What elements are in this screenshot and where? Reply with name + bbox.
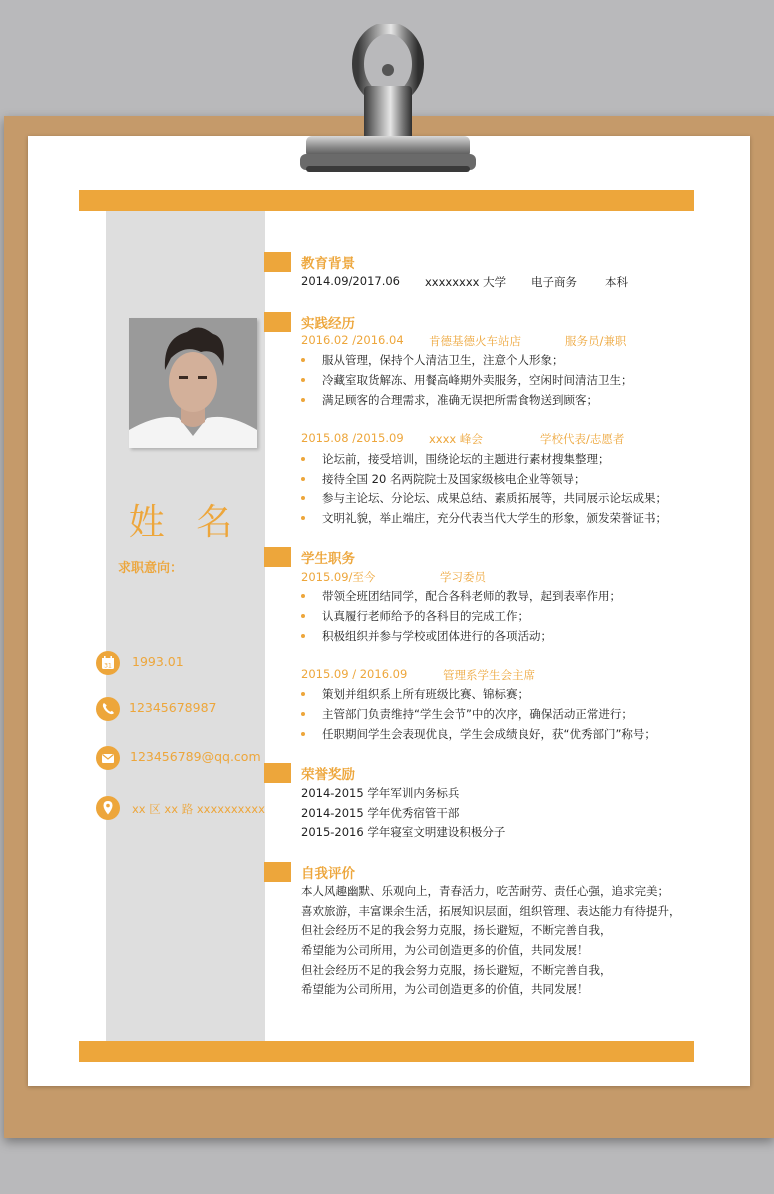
self-eval-line: 希望能为公司所用，为公司创造更多的价值，共同发展！ [301,982,589,996]
education-school: xxxxxxxx 大学 [425,275,507,289]
profile-photo [129,318,257,448]
duties-marker [264,547,291,567]
education-degree: 本科 [605,275,628,289]
top-accent-bar [79,190,694,211]
job-org: xxxx 峰会 [429,432,483,446]
phone-icon [96,697,120,721]
self-eval-line: 喜欢旅游，丰富课余生活，拓展知识层面，组织管理、表达能力有待提升， [301,904,681,918]
self-eval-line: 但社会经历不足的我会努力克服，扬长避短，不断完善自我， [301,963,612,977]
duties-title: 学生职务 [301,551,355,567]
duty-period: 2015.09 / 2016.09 [301,667,408,681]
binder-clip-icon [296,24,480,184]
duty-period: 2015.09/至今 [301,570,376,584]
self-eval-title: 自我评价 [301,866,355,882]
job-org: 肯德基德火车站店 [429,334,521,348]
self-eval-line: 本人风趣幽默、乐观向上，青春活力，吃苦耐劳、责任心强，追求完美； [301,884,669,898]
honor-item: 2015-2016 学年寝室文明建设积极分子 [301,825,506,839]
job-role: 服务员/兼职 [565,334,627,348]
practice-marker [264,312,291,332]
location-icon [96,796,120,820]
education-marker [264,252,291,272]
honors-title: 荣誉奖励 [301,767,355,783]
education-title: 教育背景 [301,256,355,272]
duty-role: 学习委员 [440,570,486,584]
phone-text: 12345678987 [129,700,217,715]
self-eval-line: 希望能为公司所用，为公司创造更多的价值，共同发展！ [301,943,589,957]
honor-item: 2014-2015 学年军训内务标兵 [301,786,460,800]
candidate-name: 姓 名 [128,502,243,543]
honor-item: 2014-2015 学年优秀宿管干部 [301,806,460,820]
self-eval-marker [264,862,291,882]
address-text: xx 区 xx 路 xxxxxxxxxx [132,802,265,816]
education-period: 2014.09/2017.06 [301,274,400,288]
education-major: 电子商务 [531,275,577,289]
job-intent-label: 求职意向： [118,561,184,576]
birthday-text: 1993.01 [132,654,184,669]
job-role: 学校代表/志愿者 [540,432,625,446]
job-period: 2016.02 /2016.04 [301,333,404,347]
calendar-icon [96,651,120,675]
job-period: 2015.08 /2015.09 [301,431,404,445]
self-eval-line: 但社会经历不足的我会努力克服，扬长避短，不断完善自我， [301,923,612,937]
email-text: 123456789@qq.com [130,749,261,764]
duty-role: 管理系学生会主席 [443,668,535,682]
bottom-accent-bar [79,1041,694,1062]
mail-icon [96,746,120,770]
honors-marker [264,763,291,783]
practice-title: 实践经历 [301,316,355,332]
svg-text:31: 31 [104,662,112,670]
